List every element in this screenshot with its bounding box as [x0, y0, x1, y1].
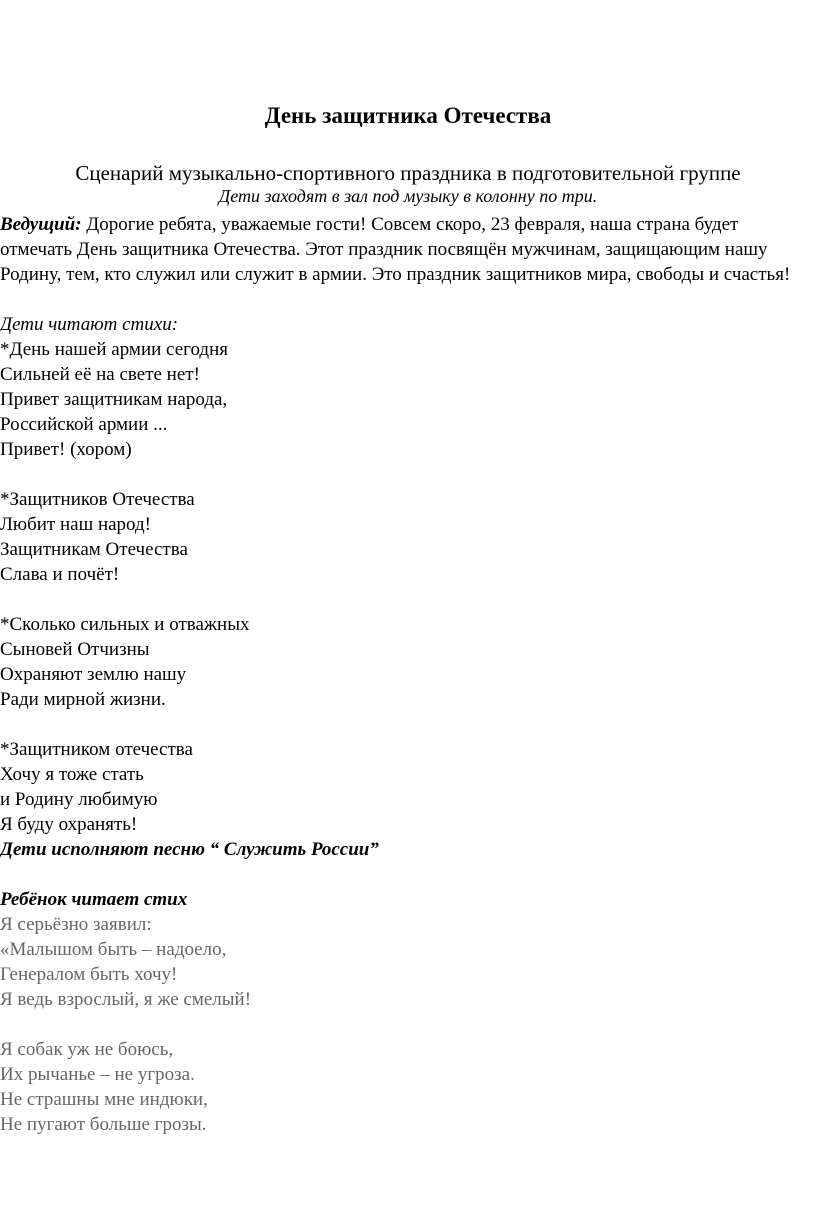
poems-intro: Дети читают стихи:	[0, 314, 179, 335]
poem-line: Сыновей Отчизны	[0, 639, 150, 660]
poem-line: «Малышом быть – надоело,	[0, 939, 227, 960]
poem-stanza	[0, 487, 800, 587]
poem-stanza	[0, 612, 800, 712]
poem-line: Не страшны мне индюки,	[0, 1089, 208, 1110]
poem-line: *Защитников Отечества	[0, 489, 195, 510]
spacer	[0, 862, 800, 887]
spacer	[0, 712, 800, 737]
poem-line: Я собак уж не боюсь,	[0, 1039, 174, 1060]
poem-stanza	[0, 737, 800, 837]
poem-line: и Родину любимую	[0, 789, 158, 810]
spacer	[0, 287, 800, 312]
poem-line: *День нашей армии сегодня	[0, 339, 228, 360]
spacer	[0, 1012, 800, 1037]
document-body	[0, 212, 800, 1137]
song-direction: Дети исполняют песню “ Служить России”	[0, 839, 379, 860]
poem-line: Генералом быть хочу!	[0, 964, 178, 985]
child-poem-stanza	[0, 1037, 800, 1137]
poem-line: Я серьёзно заявил:	[0, 914, 152, 935]
host-label: Ведущий:	[0, 214, 82, 235]
poem-line: Хочу я тоже стать	[0, 764, 144, 785]
host-paragraph	[0, 212, 800, 287]
host-speech: Дорогие ребята, уважаемые гости! Совсем скоро, 23 февраля, наша страна будет отмечать День защитника Отечества. Этот праздник посвящён мужчинам, защищающим нашу Родину, тем, кто служил или служит в армии. Это праздник защитников мира, свободы и счастья!	[0, 214, 791, 285]
poem-line: *Сколько сильных и отважных	[0, 614, 250, 635]
document-subtitle: Сценарий музыкально-спортивного праздника в подготовительной группе	[75, 161, 741, 185]
poem-line: Российской армии ...	[0, 414, 168, 435]
poem-line: Охраняют землю нашу	[0, 664, 187, 685]
poem-line: *Защитником отечества	[0, 739, 193, 760]
poem-line: Сильней её на свете нет!	[0, 364, 200, 385]
poem-line: Привет! (хором)	[0, 439, 132, 460]
poem-line: Привет защитникам народа,	[0, 389, 228, 410]
spacer	[0, 462, 800, 487]
poem-line: Любит наш народ!	[0, 514, 151, 535]
stage-direction-enter: Дети заходят в зал под музыку в колонну по три.	[218, 186, 598, 206]
poem-line: Ради мирной жизни.	[0, 689, 166, 710]
poem-line: Не пугают больше грозы.	[0, 1114, 207, 1135]
poem-line: Я ведь взрослый, я же смелый!	[0, 989, 252, 1010]
poem-line: Защитникам Отечества	[0, 539, 188, 560]
spacer	[0, 587, 800, 612]
poem-line: Я буду охранять!	[0, 814, 138, 835]
poem-stanza	[0, 337, 800, 462]
child-poem-intro: Ребёнок читает стих	[0, 889, 188, 910]
poem-line: Их рычанье – не угроза.	[0, 1064, 195, 1085]
child-poem-stanza	[0, 912, 800, 1012]
poem-line: Слава и почёт!	[0, 564, 120, 585]
document-title: День защитника Отечества	[264, 103, 552, 128]
